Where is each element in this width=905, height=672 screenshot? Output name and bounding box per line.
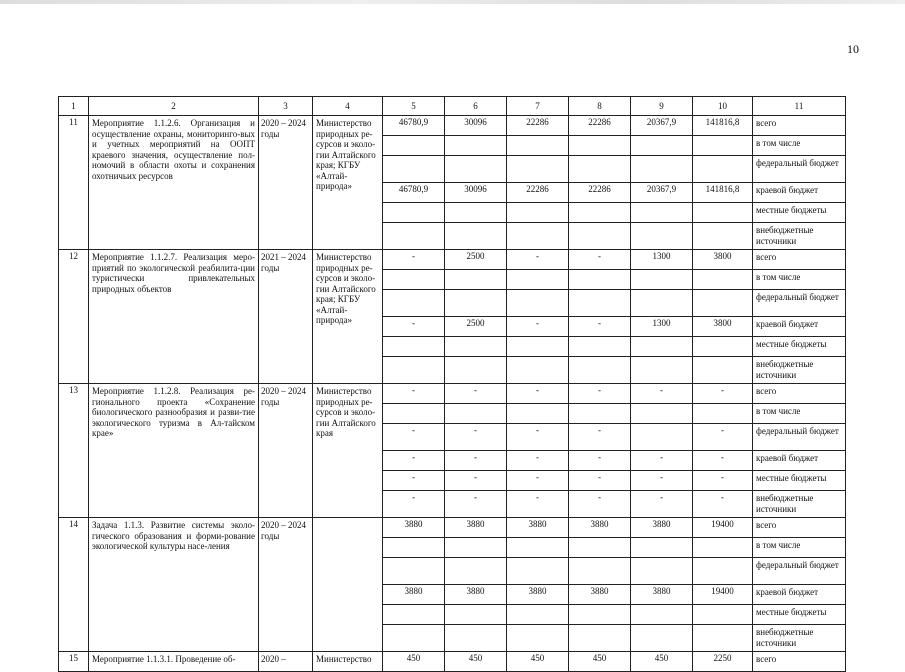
value-cell [631, 357, 693, 384]
value-cell: - [693, 471, 753, 491]
funding-source: местные бюджеты [753, 203, 846, 223]
row-number: 15 [59, 652, 89, 672]
value-cell [383, 357, 445, 384]
value-cell [445, 337, 507, 357]
value-cell: 30096 [445, 116, 507, 136]
funding-source: федеральный бюджет [753, 424, 846, 451]
header-cell: 1 [59, 97, 89, 116]
value-cell: - [507, 317, 569, 337]
value-cell: 22286 [569, 183, 631, 203]
table-row [59, 116, 846, 136]
value-cell [693, 223, 753, 250]
funding-source: федеральный бюджет [753, 290, 846, 317]
value-cell [631, 605, 693, 625]
funding-source: в том числе [753, 538, 846, 558]
row-number: 11 [59, 116, 89, 250]
value-cell [693, 290, 753, 317]
value-cell: 450 [445, 652, 507, 672]
activity-executor: Министерство [313, 652, 383, 672]
value-cell [445, 625, 507, 652]
value-cell: 2250 [693, 652, 753, 672]
value-cell: - [693, 491, 753, 518]
funding-source: краевой бюджет [753, 451, 846, 471]
value-cell: 3880 [569, 585, 631, 605]
value-cell: 20367,9 [631, 183, 693, 203]
value-cell [507, 270, 569, 290]
value-cell [631, 136, 693, 156]
header-cell: 9 [631, 97, 693, 116]
value-cell [693, 558, 753, 585]
value-cell: 3880 [383, 518, 445, 538]
value-cell [507, 404, 569, 424]
value-cell: - [569, 317, 631, 337]
value-cell: - [507, 424, 569, 451]
value-cell [445, 290, 507, 317]
value-cell: 3880 [507, 518, 569, 538]
funding-source: федеральный бюджет [753, 558, 846, 585]
value-cell [445, 136, 507, 156]
value-cell: - [445, 471, 507, 491]
value-cell: - [507, 250, 569, 270]
funding-source: всего [753, 250, 846, 270]
value-cell: - [445, 424, 507, 451]
value-cell [693, 357, 753, 384]
value-cell: 46780,9 [383, 116, 445, 136]
value-cell: 3880 [383, 585, 445, 605]
value-cell: 2500 [445, 317, 507, 337]
value-cell: - [569, 491, 631, 518]
value-cell: - [383, 424, 445, 451]
value-cell [693, 203, 753, 223]
activity-description: Мероприятие 1.1.2.6. Организация и осуществление охраны, мониторинго-вых и учетных мероприятий на ООПТ краевого значения, осуществление пол-номочий в области охоты и сохранения охотничьих ресурсов [89, 116, 259, 250]
value-cell [383, 156, 445, 183]
value-cell [383, 605, 445, 625]
value-cell: 141816,8 [693, 183, 753, 203]
value-cell [631, 203, 693, 223]
value-cell: 450 [631, 652, 693, 672]
value-cell: - [507, 491, 569, 518]
value-cell: - [569, 424, 631, 451]
value-cell [507, 223, 569, 250]
value-cell [445, 156, 507, 183]
value-cell: 141816,8 [693, 116, 753, 136]
value-cell [569, 337, 631, 357]
value-cell: 30096 [445, 183, 507, 203]
funding-source: внебюджетные источники [753, 491, 846, 518]
value-cell: - [383, 471, 445, 491]
value-cell [383, 203, 445, 223]
value-cell: 1300 [631, 317, 693, 337]
value-cell: - [445, 451, 507, 471]
value-cell: - [631, 491, 693, 518]
row-number: 12 [59, 250, 89, 384]
value-cell [569, 558, 631, 585]
value-cell: - [693, 451, 753, 471]
value-cell [693, 625, 753, 652]
value-cell [445, 538, 507, 558]
funding-source: всего [753, 116, 846, 136]
value-cell [507, 290, 569, 317]
value-cell [383, 558, 445, 585]
value-cell [569, 290, 631, 317]
value-cell [693, 404, 753, 424]
activity-executor [313, 518, 383, 652]
funding-source: внебюджетные источники [753, 357, 846, 384]
value-cell: 19400 [693, 585, 753, 605]
value-cell [569, 404, 631, 424]
table-row [59, 652, 846, 672]
activity-period: 2020 – 2024 годы [259, 384, 313, 518]
value-cell: - [631, 471, 693, 491]
funding-source: в том числе [753, 270, 846, 290]
value-cell: 3800 [693, 317, 753, 337]
value-cell [507, 605, 569, 625]
value-cell: - [631, 451, 693, 471]
value-cell [631, 156, 693, 183]
value-cell: - [445, 491, 507, 518]
value-cell: 2500 [445, 250, 507, 270]
header-row [59, 97, 846, 116]
value-cell [445, 223, 507, 250]
value-cell: 46780,9 [383, 183, 445, 203]
value-cell [507, 357, 569, 384]
funding-source: внебюджетные источники [753, 223, 846, 250]
value-cell [507, 203, 569, 223]
header-cell: 7 [507, 97, 569, 116]
value-cell [507, 558, 569, 585]
value-cell [693, 538, 753, 558]
value-cell [693, 136, 753, 156]
value-cell [445, 558, 507, 585]
value-cell: 1300 [631, 250, 693, 270]
activity-period: 2021 – 2024 годы [259, 250, 313, 384]
value-cell: 450 [507, 652, 569, 672]
value-cell: 3880 [569, 518, 631, 538]
value-cell: - [383, 451, 445, 471]
row-number: 14 [59, 518, 89, 652]
table-row [59, 518, 846, 538]
value-cell [507, 136, 569, 156]
funding-source: всего [753, 518, 846, 538]
value-cell: - [569, 471, 631, 491]
value-cell [631, 290, 693, 317]
value-cell [445, 404, 507, 424]
value-cell: 3880 [631, 585, 693, 605]
value-cell: - [569, 384, 631, 404]
value-cell [383, 136, 445, 156]
value-cell [631, 538, 693, 558]
value-cell [569, 625, 631, 652]
funding-source: местные бюджеты [753, 605, 846, 625]
value-cell: - [507, 471, 569, 491]
activity-period: 2020 – 2024 годы [259, 518, 313, 652]
value-cell: 3880 [507, 585, 569, 605]
value-cell [507, 156, 569, 183]
activity-executor: Министерство природных ре-сурсов и эколо-гии Алтайского края; КГБУ «Алтай-природа» [313, 116, 383, 250]
value-cell [445, 357, 507, 384]
value-cell: - [383, 317, 445, 337]
value-cell [693, 337, 753, 357]
value-cell [383, 223, 445, 250]
header-cell: 6 [445, 97, 507, 116]
activity-executor: Министерство природных ре-сурсов и эколо-гии Алтайского края [313, 384, 383, 518]
value-cell: - [693, 424, 753, 451]
value-cell: - [693, 384, 753, 404]
activity-description: Мероприятие 1.1.3.1. Проведение об- [89, 652, 259, 672]
value-cell [569, 270, 631, 290]
value-cell: 450 [383, 652, 445, 672]
row-number: 13 [59, 384, 89, 518]
header-cell: 2 [89, 97, 259, 116]
value-cell [569, 357, 631, 384]
value-cell [569, 136, 631, 156]
table-row [59, 384, 846, 404]
scan-top-edge [0, 0, 905, 4]
value-cell: - [631, 384, 693, 404]
funding-source: краевой бюджет [753, 585, 846, 605]
value-cell: 3800 [693, 250, 753, 270]
funding-source: внебюджетные источники [753, 625, 846, 652]
value-cell: 450 [569, 652, 631, 672]
value-cell [631, 223, 693, 250]
value-cell [383, 337, 445, 357]
value-cell [569, 538, 631, 558]
value-cell: - [445, 384, 507, 404]
value-cell: 22286 [507, 116, 569, 136]
value-cell [631, 424, 693, 451]
value-cell: - [383, 384, 445, 404]
value-cell: 20367,9 [631, 116, 693, 136]
value-cell [631, 270, 693, 290]
value-cell: 3880 [631, 518, 693, 538]
value-cell [631, 625, 693, 652]
value-cell [383, 270, 445, 290]
value-cell [445, 203, 507, 223]
funding-source: в том числе [753, 136, 846, 156]
value-cell: - [507, 451, 569, 471]
table-row [59, 250, 846, 270]
value-cell [631, 404, 693, 424]
value-cell [507, 625, 569, 652]
value-cell: 19400 [693, 518, 753, 538]
value-cell [383, 290, 445, 317]
activity-description: Мероприятие 1.1.2.7. Реализация меро-приятий по экологической реабилита-ции туристически привлекательных природных объектов [89, 250, 259, 384]
value-cell: - [383, 491, 445, 518]
funding-source: федеральный бюджет [753, 156, 846, 183]
activity-description: Мероприятие 1.1.2.8. Реализация ре-гионального проекта «Сохранение биологического разнообразия и разви-тие экологического туризма в Ал-тайском крае» [89, 384, 259, 518]
value-cell [569, 223, 631, 250]
value-cell [383, 404, 445, 424]
value-cell: - [507, 384, 569, 404]
funding-source: краевой бюджет [753, 183, 846, 203]
funding-source: краевой бюджет [753, 317, 846, 337]
funding-source: всего [753, 384, 846, 404]
activity-period: 2020 – [259, 652, 313, 672]
value-cell: 22286 [507, 183, 569, 203]
header-cell: 5 [383, 97, 445, 116]
value-cell [569, 605, 631, 625]
header-cell: 8 [569, 97, 631, 116]
header-cell: 11 [753, 97, 846, 116]
header-cell: 10 [693, 97, 753, 116]
budget-table [58, 96, 846, 672]
value-cell [507, 337, 569, 357]
funding-source: в том числе [753, 404, 846, 424]
value-cell [507, 538, 569, 558]
value-cell [445, 605, 507, 625]
value-cell: - [569, 250, 631, 270]
value-cell [693, 270, 753, 290]
header-cell: 3 [259, 97, 313, 116]
header-cell: 4 [313, 97, 383, 116]
value-cell: - [569, 451, 631, 471]
funding-source: местные бюджеты [753, 337, 846, 357]
value-cell [631, 558, 693, 585]
value-cell [693, 605, 753, 625]
value-cell: - [383, 250, 445, 270]
value-cell [569, 203, 631, 223]
activity-period: 2020 – 2024 годы [259, 116, 313, 250]
value-cell: 22286 [569, 116, 631, 136]
value-cell [383, 538, 445, 558]
value-cell [693, 156, 753, 183]
activity-executor: Министерство природных ре-сурсов и эколо-гии Алтайского края; КГБУ «Алтай-природа» [313, 250, 383, 384]
value-cell: 3880 [445, 585, 507, 605]
value-cell [445, 270, 507, 290]
funding-source: всего [753, 652, 846, 672]
page-number: 10 [847, 42, 859, 56]
value-cell: 3880 [445, 518, 507, 538]
funding-source: местные бюджеты [753, 471, 846, 491]
value-cell [569, 156, 631, 183]
value-cell [383, 625, 445, 652]
value-cell [631, 337, 693, 357]
activity-description: Задача 1.1.3. Развитие системы эколо-гического образования и форми-рование экологической культуры насе-ления [89, 518, 259, 652]
